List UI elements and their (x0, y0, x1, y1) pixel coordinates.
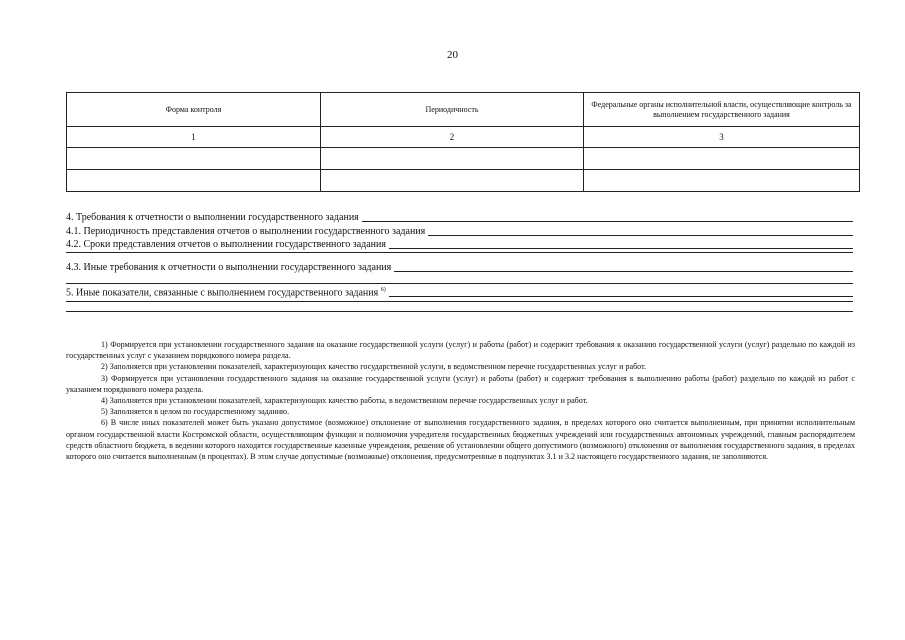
footnote-4: 4) Заполняется при установлении показателей, характеризующих качество работы, в ведомственном перечне государственных услуг и работ. (101, 396, 588, 406)
footnote-mark: 6) (380, 286, 386, 293)
table-cell (584, 170, 860, 192)
column-number-2: 2 (321, 127, 584, 148)
footnote-1: 1) Формируется при установлении государственного задания на оказание государственной услуги (услуг) и работы (работ) и содержит требования к оказанию государственной услуги (услуг) раздельно по каждой из государственных услуг с указанием порядкового номера раздела. (66, 340, 855, 361)
fill-line (389, 247, 853, 249)
fill-line (362, 220, 853, 222)
control-table (66, 92, 860, 192)
table-cell (321, 148, 584, 170)
header-control-form: Форма контроля (67, 93, 321, 127)
requirement-5-row (66, 286, 853, 298)
blank-line (66, 252, 853, 253)
table-header-row (67, 93, 860, 127)
column-number-1: 1 (67, 127, 321, 148)
column-number-3: 3 (584, 127, 860, 148)
footnote-5: 5) Заполняется в целом по государственному заданию. (101, 407, 290, 417)
requirement-4-1-label: 4.1. Периодичность представления отчетов о выполнении государственного задания (66, 226, 426, 237)
blank-line (66, 301, 853, 302)
header-periodicity: Периодичность (321, 93, 584, 127)
footnote-2: 2) Заполняется при установлении показателей, характеризующих качество государственной услуги, в ведомственном перечне государственных услуг и работ. (101, 362, 647, 372)
table-row (67, 170, 860, 192)
footnote-3: 3) Формируется при установлении государственного задания на оказание государственной услуги (услуг) и работы (работ) и содержит требования к выполнению работы (работ) раздельно по каждой из работ с указанием порядкового номера раздела. (66, 373, 855, 394)
requirement-4-label: 4. Требования к отчетности о выполнении государственного задания (66, 212, 359, 223)
footnotes (66, 339, 855, 462)
header-control-bodies: Федеральные органы исполнительной власти, осуществляющие контроль за выполнением государственного задания (584, 93, 860, 127)
requirement-4-2-row (66, 238, 853, 250)
table-number-row (67, 127, 860, 148)
requirement-4-row (66, 211, 853, 223)
requirement-5-label: 5. Иные показатели, связанные с выполнением государственного задания $^{6)}$ (66, 286, 386, 298)
fill-line (394, 270, 853, 272)
table-cell (67, 170, 321, 192)
requirement-4-2-label: 4.2. Сроки представления отчетов о выполнении государственного задания (66, 239, 386, 250)
table-cell (67, 148, 321, 170)
fill-line (389, 295, 853, 297)
requirement-4-3-row (66, 261, 853, 273)
page-number: 20 (447, 49, 458, 61)
footnote-6: 6) В числе иных показателей может быть указано допустимое (возможное) отклонение от выполнения государственного задания, в пределах которого оно считается выполненным, при принятии исполнительным органом государственной власти Костромской области, осуществляющим функции и полномочия учредителя государственных бюджетных учреждений или государственных автономных учреждений, главным распорядителем средств областного бюджета, в ведении которого находятся государственные казенные учреждения, решения об установлении общего допустимого (возможного) отклонения от выполнения государственного задания, в пределах которого оно считается выполненным (в процентах). В этом случае допустимые (возможные) отклонения, предусмотренные в подпунктах 3.1 и 3.2 настоящего государственного задания, не заполняются. (66, 418, 855, 462)
requirement-4-3-label: 4.3. Иные требования к отчетности о выполнении государственного задания (66, 262, 392, 273)
table-row (67, 148, 860, 170)
fill-line (428, 234, 853, 236)
table-cell (584, 148, 860, 170)
blank-line (66, 311, 853, 312)
requirement-4-1-row (66, 225, 853, 237)
table-cell (321, 170, 584, 192)
